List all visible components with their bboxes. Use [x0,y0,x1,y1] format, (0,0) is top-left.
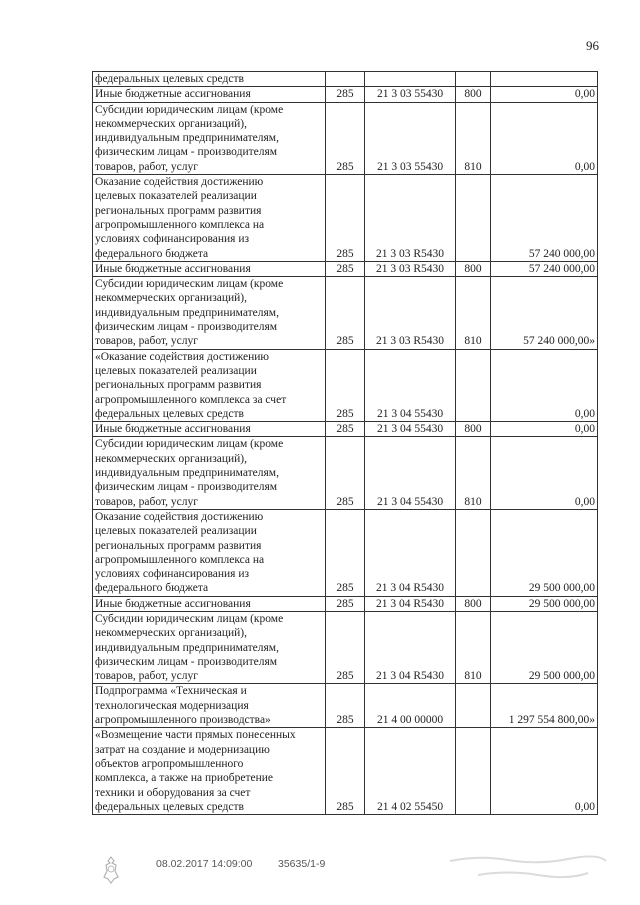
footer-datetime: 08.02.2017 14:09:00 [156,858,253,870]
row-admin-code: 285 [326,437,365,509]
row-target-code: 21 3 04 55430 [365,349,456,421]
row-expense-type [456,175,491,262]
row-admin-code: 285 [326,596,365,611]
coat-of-arms-icon [100,855,122,885]
row-sum: 29 500 000,00 [491,509,598,596]
row-target-code: 21 4 02 55450 [365,728,456,815]
row-expense-type [456,684,491,728]
table-row [93,596,598,611]
row-admin-code: 285 [326,509,365,596]
row-name: Иные бюджетные ассигнования [93,422,326,437]
row-admin-code: 285 [326,175,365,262]
page-number: 96 [586,38,599,53]
budget-table [92,71,598,815]
row-name: Иные бюджетные ассигнования [93,596,326,611]
row-target-code: 21 3 03 55430 [365,102,456,174]
row-admin-code: 285 [326,422,365,437]
row-sum [491,72,598,87]
budget-table-body [93,72,598,815]
row-name: Субсидии юридическим лицам (кроме некоммерческих организаций), индивидуальным предпринимателям, физическим лицам - производителям товаров, работ, услуг [93,277,326,349]
row-expense-type [456,728,491,815]
table-row [93,728,598,815]
row-name: Субсидии юридическим лицам (кроме некоммерческих организаций), индивидуальным предпринимателям, физическим лицам - производителям товаров, работ, услуг [93,437,326,509]
row-admin-code: 285 [326,349,365,421]
row-target-code: 21 3 03 R5430 [365,175,456,262]
table-row [93,277,598,349]
row-target-code: 21 3 04 R5430 [365,509,456,596]
row-name: Иные бюджетные ассигнования [93,87,326,102]
row-expense-type [456,349,491,421]
table-row [93,87,598,102]
row-sum: 0,00 [491,422,598,437]
table-row [93,349,598,421]
row-name: «Возмещение части прямых понесенных затрат на создание и модернизацию объектов агропромышленного комплекса, а также на приобретение техники и оборудования за счет федеральных целевых средств [93,728,326,815]
table-row [93,437,598,509]
row-sum: 0,00 [491,349,598,421]
row-expense-type [456,509,491,596]
table-row [93,684,598,728]
row-sum: 1 297 554 800,00» [491,684,598,728]
table-row [93,509,598,596]
table-row [93,611,598,683]
row-name: Субсидии юридическим лицам (кроме некоммерческих организаций), индивидуальным предпринимателям, физическим лицам - производителям товаров, работ, услуг [93,611,326,683]
row-sum: 29 500 000,00 [491,596,598,611]
row-sum: 0,00 [491,87,598,102]
footer-doc-number: 35635/1-9 [278,858,326,870]
row-name: Субсидии юридическим лицам (кроме некоммерческих организаций), индивидуальным предпринимателям, физическим лицам - производителям товаров, работ, услуг [93,102,326,174]
table-row [93,422,598,437]
row-expense-type [456,72,491,87]
table-row [93,72,598,87]
row-sum: 57 240 000,00» [491,277,598,349]
row-admin-code: 285 [326,277,365,349]
row-target-code: 21 3 03 R5430 [365,277,456,349]
row-sum: 57 240 000,00 [491,175,598,262]
row-target-code: 21 3 03 55430 [365,87,456,102]
row-expense-type: 810 [456,102,491,174]
table-row [93,102,598,174]
row-admin-code: 285 [326,261,365,276]
row-target-code: 21 3 04 55430 [365,422,456,437]
row-name: федеральных целевых средств [93,72,326,87]
row-admin-code: 285 [326,102,365,174]
row-expense-type: 800 [456,596,491,611]
row-expense-type: 800 [456,87,491,102]
row-admin-code: 285 [326,87,365,102]
row-admin-code: 285 [326,611,365,683]
row-name: Оказание содействия достижению целевых показателей реализации региональных программ развития агропромышленного комплекса на условиях софинансирования из федерального бюджета [93,509,326,596]
row-target-code: 21 3 04 R5430 [365,611,456,683]
row-name: Оказание содействия достижению целевых показателей реализации региональных программ развития агропромышленного комплекса на условиях софинансирования из федерального бюджета [93,175,326,262]
row-sum: 57 240 000,00 [491,261,598,276]
row-target-code [365,72,456,87]
row-expense-type: 810 [456,277,491,349]
row-name: Подпрограмма «Техническая и технологическая модернизация агропромышленного производства» [93,684,326,728]
row-sum: 0,00 [491,728,598,815]
row-sum: 29 500 000,00 [491,611,598,683]
row-sum: 0,00 [491,437,598,509]
row-target-code: 21 4 00 00000 [365,684,456,728]
row-target-code: 21 3 04 55430 [365,437,456,509]
row-expense-type: 810 [456,437,491,509]
row-admin-code: 285 [326,684,365,728]
row-target-code: 21 3 04 R5430 [365,596,456,611]
row-name: «Оказание содействия достижению целевых показателей реализации региональных программ развития агропромышленного комплекса за счет федеральных целевых средств [93,349,326,421]
table-row [93,175,598,262]
row-admin-code [326,72,365,87]
table-row [93,261,598,276]
row-target-code: 21 3 03 R5430 [365,261,456,276]
row-sum: 0,00 [491,102,598,174]
row-name: Иные бюджетные ассигнования [93,261,326,276]
row-expense-type: 800 [456,422,491,437]
row-admin-code: 285 [326,728,365,815]
faded-stamp [448,851,608,883]
row-expense-type: 810 [456,611,491,683]
row-expense-type: 800 [456,261,491,276]
